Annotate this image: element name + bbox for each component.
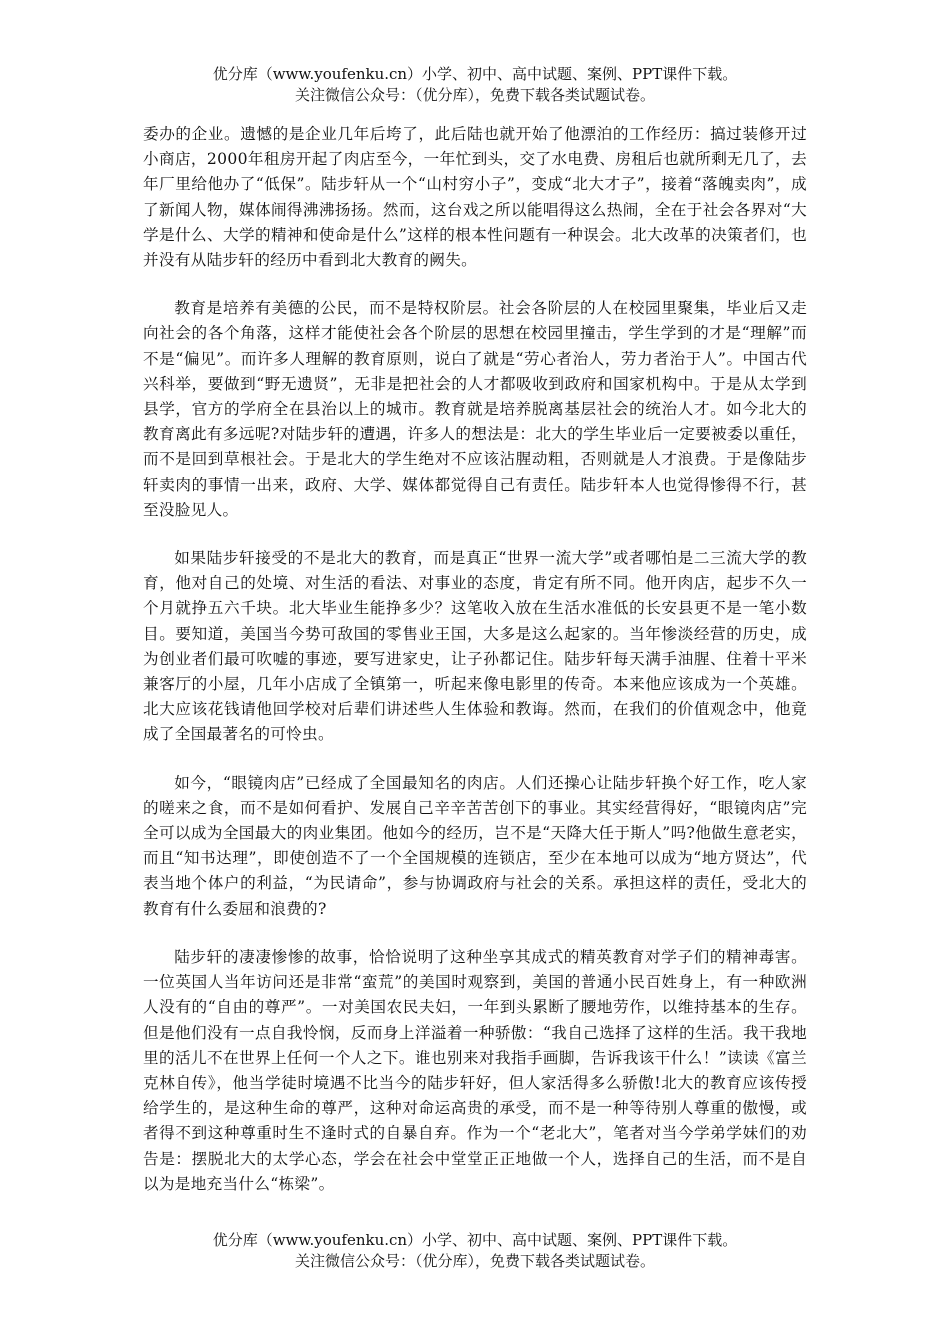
paragraph-5: 陆步轩的凄凄惨惨的故事，恰恰说明了这种坐享其成式的精英教育对学子们的精神毒害。一位英国人当年访问还是非常“蛮荒”的美国时观察到，美国的普通小民百姓身上，有一种欧洲人没有的“自由的尊严”。一对美国农民夫妇，一年到头累断了腰地劳作，以维持基本的生存。但是他们没有一点自我怜悯，反而身上洋溢着一种骄傲：“我自己选择了这样的生活。我干我地里的活儿不在世界上任何一个人之下。谁也别来对我指手画脚，告诉我该干什么！”读读《富兰克林自传》，他当学徒时境遇不比当今的陆步轩好，但人家活得多么骄傲!北大的教育应该传授给学生的，是这种生命的尊严，这种对命运高贵的承受，而不是一种等待别人尊重的傲慢，或者得不到这种尊重时生不逢时式的自暴自弃。作为一个“老北大”，笔者对当今学弟学妹们的劝告是：摆脱北大的太学心态，学会在社会中堂堂正正地做一个人，选择自己的生活，而不是自以为是地充当什么“栋梁”。 (143, 947, 807, 1193)
footer-line-2: 关注微信公众号：（优分库），免费下载各类试题试卷。 (294, 1252, 655, 1270)
page-footer (0, 1230, 950, 1272)
paragraph-4: 如今，“眼镜肉店”已经成了全国最知名的肉店。人们还操心让陆步轩换个好工作，吃人家的嗟来之食，而不是如何看护、发展自己辛辛苦苦创下的事业。其实经营得好，“眼镜肉店”完全可以成为全国最大的肉业集团。他如今的经历，岂不是“天降大任于斯人”吗?他做生意老实，而且“知书达理”，即使创造不了一个全国规模的连锁店，至少在本地可以成为“地方贤达”，代表当地个体户的利益，“为民请命”，参与协调政府与社会的关系。承担这样的责任，受北大的教育有什么委屈和浪费的? (143, 773, 807, 918)
paragraph-3: 如果陆步轩接受的不是北大的教育，而是真正“世界一流大学”或者哪怕是二三流大学的教育，他对自己的处境、对生活的看法、对事业的态度，肯定有所不同。他开肉店，起步不久一个月就挣五六千块。北大毕业生能挣多少？这笔收入放在生活水准低的长安县更不是一笔小数目。要知道，美国当今势可敌国的零售业王国，大多是这么起家的。当年惨淡经营的历史，成为创业者们最可吹嘘的事迹，要写进家史，让子孙都记住。陆步轩每天满手油腥、住着十平米兼客厅的小屋，几年小店成了全镇第一，听起来像电影里的传奇。本来他应该成为一个英雄。北大应该花钱请他回学校对后辈们讲述些人生体验和教诲。然而，在我们的价值观念中，他竟成了全国最著名的可怜虫。 (143, 549, 807, 744)
paragraph-2: 教育是培养有美德的公民，而不是特权阶层。社会各阶层的人在校园里聚集，毕业后又走向社会的各个角落，这样才能使社会各个阶层的思想在校园里撞击，学生学到的才是“理解”而不是“偏见”。而许多人理解的教育原则，说白了就是“劳心者治人，劳力者治于人”。中国古代兴科举，要做到“野无遗贤”，无非是把社会的人才都吸收到政府和国家机构中。于是从太学到县学，官方的学府全在县治以上的城市。教育就是培养脱离基层社会的统治人才。如今北大的教育离此有多远呢?对陆步轩的遭遇，许多人的想法是：北大的学生毕业后一定要被委以重任，而不是回到草根社会。于是北大的学生绝对不应该沾腥动粗，否则就是人才浪费。于是像陆步轩卖肉的事情一出来，政府、大学、媒体都觉得自己有责任。陆步轩本人也觉得惨得不行，甚至没脸见人。 (143, 299, 807, 519)
header-line-1: 优分库（www.youfenku.cn）小学、初中、高中试题、案例、PPT课件下载。 (212, 65, 738, 83)
header-line-2: 关注微信公众号：（优分库），免费下载各类试题试卷。 (294, 86, 655, 104)
page-header (0, 64, 950, 106)
paragraph-1: 委办的企业。遗憾的是企业几年后垮了，此后陆也就开始了他漂泊的工作经历：搞过装修开过小商店，2000年租房开起了肉店至今，一年忙到头，交了水电费、房租后也就所剩无几了，去年厂里给他办了“低保”。陆步轩从一个“山村穷小子”，变成“北大才子”，接着“落魄卖肉”，成了新闻人物，媒体闹得沸沸扬扬。然而，这台戏之所以能唱得这么热闹，全在于社会各界对“大学是什么、大学的精神和使命是什么”这样的根本性问题有一种误会。北大改革的决策者们，也并没有从陆步轩的经历中看到北大教育的阙失。 (143, 125, 807, 270)
footer-line-1: 优分库（www.youfenku.cn）小学、初中、高中试题、案例、PPT课件下载。 (212, 1231, 738, 1249)
article-body (143, 122, 807, 1220)
